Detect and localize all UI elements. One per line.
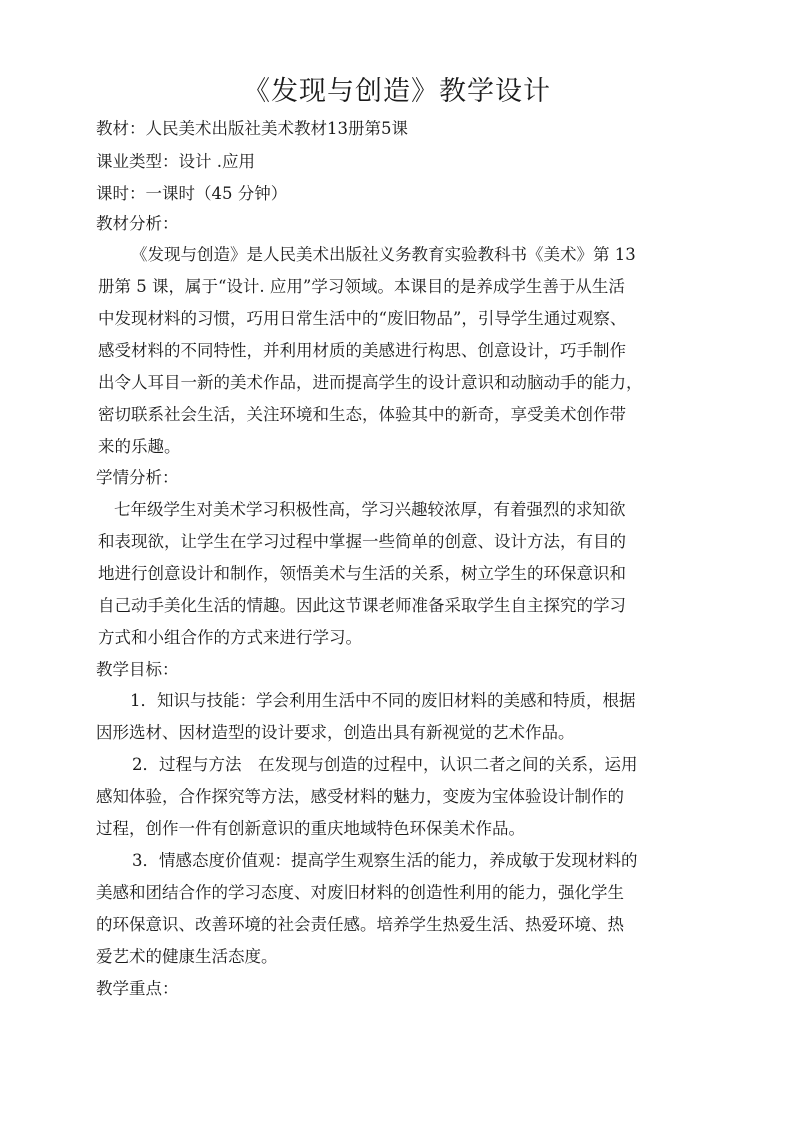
students-line: 地进行创意设计和制作，领悟美术与生活的关系，树立学生的环保意识和	[98, 564, 626, 583]
students-line: 方式和小组合作的方式来进行学习。	[98, 628, 362, 647]
students-heading: 学情分析：	[96, 468, 179, 487]
goal-line: 1．知识与技能：学会利用生活中不同的废旧材料的美感和特质，根据	[130, 691, 636, 710]
analysis-line: 《发现与创造》是人民美术出版社义务教育实验教科书《美术》第 13	[131, 245, 636, 264]
goal-line: 美感和团结合作的学习态度、对废旧材料的创造性利用的能力，强化学生	[96, 883, 624, 902]
analysis-line: 密切联系社会生活，关注环境和生态，体验其中的新奇，享受美术创作带	[98, 405, 626, 424]
goals-heading: 教学目标：	[96, 660, 179, 679]
students-line: 自己动手美化生活的情趣。因此这节课老师准备采取学生自主探究的学习	[98, 596, 626, 615]
analysis-line: 中发现材料的习惯，巧用日常生活中的“废旧物品”，引导学生通过观察、	[98, 309, 627, 328]
goal-line: 过程，创作一件有创新意识的重庆地域特色环保美术作品。	[96, 819, 525, 838]
students-line: 七年级学生对美术学习积极性高，学习兴趣较浓厚，有着强烈的求知欲	[114, 500, 626, 519]
analysis-line: 出令人耳目一新的美术作品，进而提高学生的设计意识和动脑动手的能力，	[98, 373, 643, 392]
textbook-info: 教材：人民美术出版社美术教材13册第5课	[96, 119, 408, 138]
goal-line: 感知体验，合作探究等方法，感受材料的魅力，变废为宝体验设计制作的	[96, 787, 624, 806]
goal-line: 2．过程与方法 在发现与创造的过程中，认识二者之间的关系，运用	[132, 755, 638, 774]
goal-line: 爱艺术的健康生活态度。	[96, 947, 278, 966]
duration-info: 课时：一课时（45 分钟）	[96, 184, 288, 203]
analysis-line: 册第 5 课，属于“设计. 应用”学习领域。本课目的是养成学生善于从生活	[98, 277, 625, 296]
page-title: 《发现与创造》教学设计	[243, 76, 551, 107]
analysis-heading: 教材分析：	[96, 214, 179, 233]
goal-line: 3．情感态度价值观：提高学生观察生活的能力，养成敏于发现材料的	[132, 851, 638, 870]
goal-line: 的环保意识、改善环境的社会责任感。培养学生热爱生活、热爱环境、热	[96, 915, 624, 934]
analysis-line: 感受材料的不同特性，并利用材质的美感进行构思、创意设计，巧手制作	[98, 341, 626, 360]
students-line: 和表现欲，让学生在学习过程中掌握一些简单的创意、设计方法，有目的	[98, 532, 626, 551]
goal-line: 因形选材、因材造型的设计要求，创造出具有新视觉的艺术作品。	[96, 723, 575, 742]
lesson-type-info: 课业类型：设计 .应用	[96, 152, 255, 171]
focus-heading: 教学重点：	[96, 979, 179, 998]
analysis-line: 来的乐趣。	[98, 437, 181, 456]
